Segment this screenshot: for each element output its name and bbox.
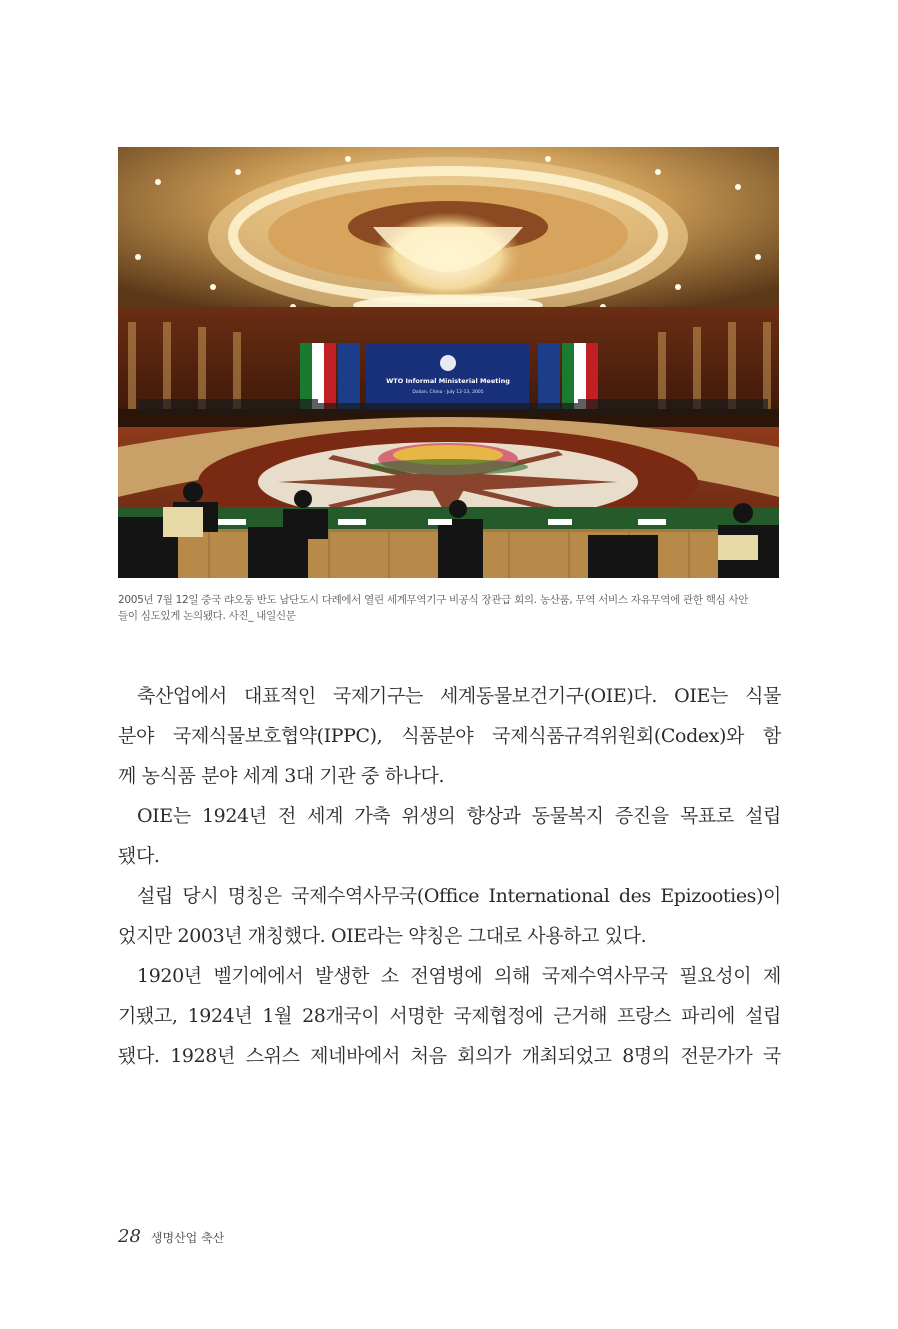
paragraph-line: 1920년 벨기에에서 발생한 소 전염병에 의해 국제수역사무국 필요성이 제	[137, 965, 781, 987]
paragraph-line: 기됐고, 1924년 1월 28개국이 서명한 국제협정에 근거해 프랑스 파리에 설립	[118, 1005, 781, 1027]
caption-line-1: 2005년 7월 12일 중국 랴오둥 반도 남단도시 다례에서 열린 세계무역기구 비공식 장관급 회의. 농산품, 무역 서비스 자유무역에 관한 핵심 사안	[118, 594, 749, 606]
photo-caption	[118, 592, 788, 624]
page-number: 28	[118, 1226, 141, 1247]
section-title: 생명산업 축산	[150, 1231, 225, 1245]
paragraph-line: 됐다.	[118, 845, 160, 867]
banner-subtitle: Dalian, China · July 12-13, 2005	[412, 390, 484, 395]
paragraph-line: 됐다. 1928년 스위스 제네바에서 처음 회의가 개최되었고 8명의 전문가가 국	[118, 1045, 781, 1067]
paragraph-line: 었지만 2003년 개칭했다. OIE라는 약칭은 그대로 사용하고 있다.	[118, 925, 647, 947]
paragraph-line: 축산업에서 대표적인 국제기구는 세계동물보건기구(OIE)다. OIE는 식물	[137, 685, 781, 707]
paragraph-line: 설립 당시 명칭은 국제수역사무국(Office International des Epizooties)이	[137, 885, 781, 907]
page-footer	[118, 1226, 224, 1247]
body-text	[118, 676, 781, 1076]
caption-line-2: 들이 심도있게 논의됐다. 사진_ 내일신문	[118, 610, 296, 622]
conference-hall-illustration	[118, 147, 779, 578]
paragraph-line: OIE는 1924년 전 세계 가축 위생의 향상과 동물복지 증진을 목표로 설립	[137, 805, 781, 827]
paragraph-line: 분야 국제식물보호협약(IPPC), 식품분야 국제식품규격위원회(Codex)와 함	[118, 725, 781, 747]
conference-photo	[118, 147, 779, 578]
banner-title: WTO Informal Ministerial Meeting	[386, 377, 510, 385]
paragraph-line: 께 농식품 분야 세계 3대 기관 중 하나다.	[118, 765, 445, 787]
